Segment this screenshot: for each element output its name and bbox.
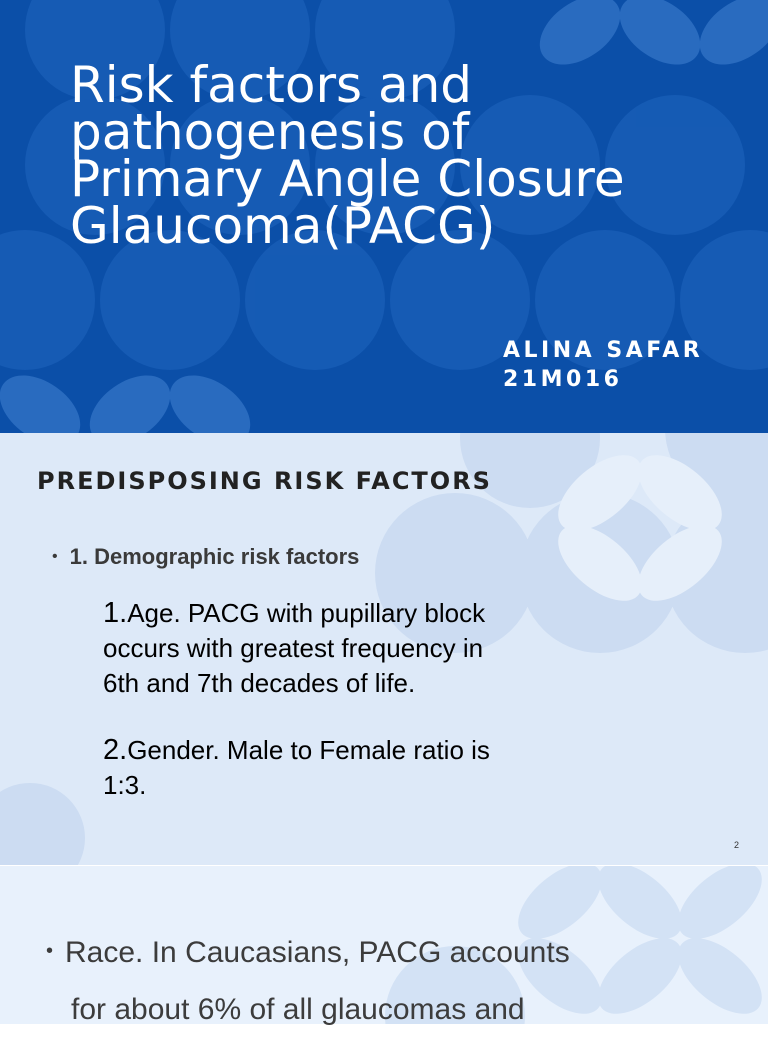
bullet-text: Race. In Caucasians, PACG accounts bbox=[65, 936, 570, 969]
page-number: 2 bbox=[734, 840, 740, 850]
bullet-demographic bbox=[52, 544, 359, 570]
slide-title bbox=[70, 56, 690, 255]
risk-item-age bbox=[103, 596, 543, 701]
item-text-line: 1:3. bbox=[103, 770, 147, 800]
item-number: 1. bbox=[103, 597, 128, 629]
title-line: Risk factors and bbox=[70, 56, 473, 114]
bullet-dot-icon: • bbox=[46, 940, 54, 962]
title-line: Glaucoma(PACG) bbox=[70, 197, 496, 255]
title-line: Primary Angle Closure bbox=[70, 150, 625, 208]
title-line: pathogenesis of bbox=[70, 103, 470, 161]
item-text-line: Gender. Male to Female ratio is bbox=[127, 735, 490, 765]
author-name: ALINA SAFAR bbox=[503, 338, 704, 363]
risk-item-gender bbox=[103, 733, 543, 803]
bullet-text: for about 6% of all glaucomas and bbox=[71, 993, 525, 1026]
item-text-line: 6th and 7th decades of life. bbox=[103, 668, 416, 698]
bullet-dot-icon: • bbox=[52, 548, 58, 565]
item-number: 2. bbox=[103, 734, 128, 766]
section-heading: PREDISPOSING RISK FACTORS bbox=[37, 467, 492, 495]
author-id: 21M016 bbox=[503, 367, 623, 392]
item-text-line: occurs with greatest frequency in bbox=[103, 633, 484, 663]
bullet-race bbox=[46, 926, 646, 1037]
item-text-line: Age. PACG with pupillary block bbox=[127, 598, 486, 628]
title-slide bbox=[0, 0, 768, 433]
author-block bbox=[503, 336, 703, 394]
bullet-text: 1. Demographic risk factors bbox=[69, 544, 360, 569]
